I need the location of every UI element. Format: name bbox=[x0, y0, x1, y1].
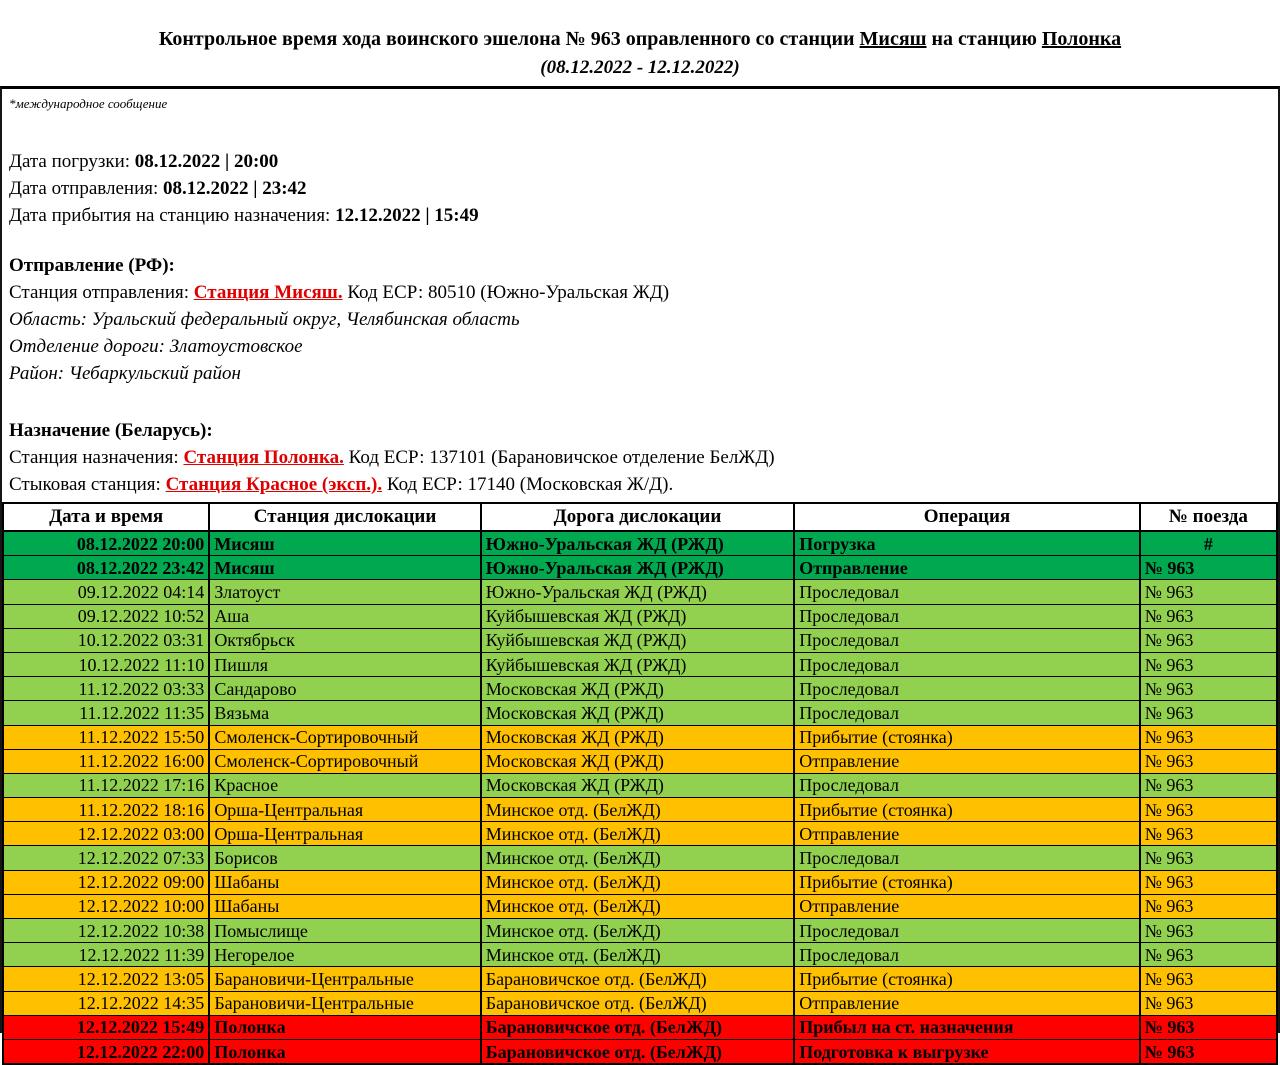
cell-station: Красное bbox=[209, 773, 480, 797]
loading-date-value: 08.12.2022 | 20:00 bbox=[134, 151, 279, 172]
header-station: Станция дислокации bbox=[209, 503, 480, 531]
departure-date-label: Дата отправления: bbox=[9, 178, 164, 199]
cell-train-number: № 963 bbox=[1140, 628, 1277, 652]
destination-section bbox=[9, 417, 1278, 498]
cell-operation: Проследовал bbox=[794, 652, 1140, 676]
table-row bbox=[3, 652, 1277, 676]
cell-datetime: 11.12.2022 16:00 bbox=[3, 749, 209, 773]
table-header-row bbox=[3, 503, 1277, 531]
content-box bbox=[0, 86, 1280, 1062]
destination-station-link[interactable]: Станция Полонка. bbox=[183, 447, 344, 468]
cell-road: Московская ЖД (РЖД) bbox=[481, 677, 794, 701]
title-text-part1: Контрольное время хода воинского эшелона № 963 оправленного со станции bbox=[158, 28, 860, 50]
cell-datetime: 12.12.2022 14:35 bbox=[3, 991, 209, 1015]
document-title bbox=[0, 28, 1280, 51]
cell-train-number: № 963 bbox=[1140, 822, 1277, 846]
cell-operation: Проследовал bbox=[794, 701, 1140, 725]
departure-section bbox=[9, 252, 1278, 387]
cell-road: Московская ЖД (РЖД) bbox=[481, 725, 794, 749]
cell-operation: Прибытие (стоянка) bbox=[794, 967, 1140, 991]
cell-road: Куйбышевская ЖД (РЖД) bbox=[481, 652, 794, 676]
cell-datetime: 12.12.2022 10:38 bbox=[3, 919, 209, 943]
cell-datetime: 09.12.2022 04:14 bbox=[3, 580, 209, 604]
cell-road: Куйбышевская ЖД (РЖД) bbox=[481, 604, 794, 628]
cell-train-number: № 963 bbox=[1140, 798, 1277, 822]
cell-operation: Прибытие (стоянка) bbox=[794, 725, 1140, 749]
table-row bbox=[3, 749, 1277, 773]
cell-station: Сандарово bbox=[209, 677, 480, 701]
departure-district-line: Район: Чебаркульский район bbox=[9, 363, 241, 384]
cell-operation: Прибытие (стоянка) bbox=[794, 870, 1140, 894]
destination-station-code: Код ЕСР: 137101 (Барановичское отделение БелЖД) bbox=[343, 447, 775, 468]
table-row bbox=[3, 991, 1277, 1015]
table-row bbox=[3, 919, 1277, 943]
cell-train-number: # bbox=[1140, 531, 1277, 556]
cell-road: Минское отд. (БелЖД) bbox=[481, 870, 794, 894]
cell-road: Барановичское отд. (БелЖД) bbox=[481, 1039, 794, 1064]
cell-road: Минское отд. (БелЖД) bbox=[481, 822, 794, 846]
cell-train-number: № 963 bbox=[1140, 919, 1277, 943]
title-station-to: Полонка bbox=[1041, 28, 1122, 50]
destination-heading: Назначение (Беларусь): bbox=[9, 420, 213, 441]
summary-dates-block bbox=[9, 148, 1278, 229]
cell-train-number: № 963 bbox=[1140, 580, 1277, 604]
cell-operation: Проследовал bbox=[794, 919, 1140, 943]
route-table-body bbox=[3, 531, 1277, 1064]
cell-datetime: 11.12.2022 11:35 bbox=[3, 701, 209, 725]
cell-station: Барановичи-Центральные bbox=[209, 967, 480, 991]
table-row bbox=[3, 798, 1277, 822]
cell-station: Полонка bbox=[209, 1039, 480, 1064]
cell-train-number: № 963 bbox=[1140, 652, 1277, 676]
table-row bbox=[3, 580, 1277, 604]
cell-road: Московская ЖД (РЖД) bbox=[481, 701, 794, 725]
cell-train-number: № 963 bbox=[1140, 991, 1277, 1015]
international-note: *международное сообщение bbox=[9, 96, 168, 111]
title-station-from: Мисяш bbox=[859, 28, 927, 50]
cell-operation: Проследовал bbox=[794, 943, 1140, 967]
cell-operation: Отправление bbox=[794, 822, 1140, 846]
cell-road: Барановичское отд. (БелЖД) bbox=[481, 1015, 794, 1039]
cell-station: Борисов bbox=[209, 846, 480, 870]
cell-station: Орша-Центральная bbox=[209, 798, 480, 822]
cell-datetime: 12.12.2022 13:05 bbox=[3, 967, 209, 991]
table-row bbox=[3, 846, 1277, 870]
cell-train-number: № 963 bbox=[1140, 773, 1277, 797]
cell-station: Октябрьск bbox=[209, 628, 480, 652]
cell-road: Барановичское отд. (БелЖД) bbox=[481, 991, 794, 1015]
cell-operation: Подготовка к выгрузке bbox=[794, 1039, 1140, 1064]
table-row bbox=[3, 967, 1277, 991]
cell-train-number: № 963 bbox=[1140, 556, 1277, 580]
cell-operation: Проследовал bbox=[794, 846, 1140, 870]
cell-operation: Погрузка bbox=[794, 531, 1140, 556]
title-text-part2: на станцию bbox=[926, 28, 1042, 50]
cell-road: Минское отд. (БелЖД) bbox=[481, 919, 794, 943]
table-row bbox=[3, 1015, 1277, 1039]
cell-road: Минское отд. (БелЖД) bbox=[481, 943, 794, 967]
cell-train-number: № 963 bbox=[1140, 701, 1277, 725]
cell-road: Куйбышевская ЖД (РЖД) bbox=[481, 628, 794, 652]
cell-road: Южно-Уральская ЖД (РЖД) bbox=[481, 580, 794, 604]
cell-station: Аша bbox=[209, 604, 480, 628]
departure-station-link[interactable]: Станция Мисяш. bbox=[193, 282, 343, 303]
cell-datetime: 11.12.2022 03:33 bbox=[3, 677, 209, 701]
cell-datetime: 09.12.2022 10:52 bbox=[3, 604, 209, 628]
cell-station: Златоуст bbox=[209, 580, 480, 604]
header-road: Дорога дислокации bbox=[481, 503, 794, 531]
table-row bbox=[3, 725, 1277, 749]
title-block bbox=[0, 0, 1280, 79]
cell-station: Вязьма bbox=[209, 701, 480, 725]
cell-datetime: 10.12.2022 03:31 bbox=[3, 628, 209, 652]
cell-station: Шабаны bbox=[209, 894, 480, 918]
departure-date-line bbox=[9, 175, 1278, 202]
cell-operation: Проследовал bbox=[794, 628, 1140, 652]
cell-train-number: № 963 bbox=[1140, 725, 1277, 749]
header-operation: Операция bbox=[794, 503, 1140, 531]
table-row bbox=[3, 894, 1277, 918]
destination-station-label: Станция назначения: bbox=[9, 447, 184, 468]
header-train-number: № поезда bbox=[1140, 503, 1277, 531]
cell-train-number: № 963 bbox=[1140, 1039, 1277, 1064]
cell-station: Помыслище bbox=[209, 919, 480, 943]
junction-station-link[interactable]: Станция Красное (эксп.). bbox=[165, 474, 383, 495]
departure-station-label: Станция отправления: bbox=[9, 282, 194, 303]
cell-operation: Отправление bbox=[794, 894, 1140, 918]
cell-train-number: № 963 bbox=[1140, 846, 1277, 870]
junction-station-line bbox=[9, 471, 1278, 498]
cell-train-number: № 963 bbox=[1140, 870, 1277, 894]
junction-station-label: Стыковая станция: bbox=[9, 474, 166, 495]
cell-station: Пишля bbox=[209, 652, 480, 676]
loading-date-line bbox=[9, 148, 1278, 175]
cell-station: Полонка bbox=[209, 1015, 480, 1039]
cell-station: Мисяш bbox=[209, 556, 480, 580]
destination-station-line bbox=[9, 444, 1278, 471]
table-row bbox=[3, 870, 1277, 894]
cell-station: Смоленск-Сортировочный bbox=[209, 725, 480, 749]
cell-train-number: № 963 bbox=[1140, 1015, 1277, 1039]
table-row bbox=[3, 822, 1277, 846]
cell-road: Южно-Уральская ЖД (РЖД) bbox=[481, 531, 794, 556]
cell-operation: Проследовал bbox=[794, 580, 1140, 604]
table-row bbox=[3, 677, 1277, 701]
cell-station: Негорелое bbox=[209, 943, 480, 967]
cell-operation: Проследовал bbox=[794, 677, 1140, 701]
cell-datetime: 12.12.2022 10:00 bbox=[3, 894, 209, 918]
cell-train-number: № 963 bbox=[1140, 967, 1277, 991]
table-row bbox=[3, 701, 1277, 725]
departure-heading: Отправление (РФ): bbox=[9, 255, 175, 276]
cell-datetime: 12.12.2022 03:00 bbox=[3, 822, 209, 846]
cell-operation: Прибытие (стоянка) bbox=[794, 798, 1140, 822]
cell-station: Смоленск-Сортировочный bbox=[209, 749, 480, 773]
cell-datetime: 10.12.2022 11:10 bbox=[3, 652, 209, 676]
cell-station: Мисяш bbox=[209, 531, 480, 556]
table-row bbox=[3, 943, 1277, 967]
arrival-date-label: Дата прибытия на станцию назначения: bbox=[9, 205, 336, 226]
cell-operation: Проследовал bbox=[794, 773, 1140, 797]
cell-operation: Отправление bbox=[794, 556, 1140, 580]
cell-road: Южно-Уральская ЖД (РЖД) bbox=[481, 556, 794, 580]
arrival-date-value: 12.12.2022 | 15:49 bbox=[335, 205, 479, 226]
cell-datetime: 12.12.2022 07:33 bbox=[3, 846, 209, 870]
cell-train-number: № 963 bbox=[1140, 894, 1277, 918]
table-row bbox=[3, 604, 1277, 628]
cell-datetime: 12.12.2022 11:39 bbox=[3, 943, 209, 967]
cell-datetime: 11.12.2022 18:16 bbox=[3, 798, 209, 822]
departure-station-code: Код ЕСР: 80510 (Южно-Уральская ЖД) bbox=[342, 282, 670, 303]
departure-station-line bbox=[9, 279, 1278, 306]
cell-datetime: 11.12.2022 17:16 bbox=[3, 773, 209, 797]
departure-date-value: 08.12.2022 | 23:42 bbox=[163, 178, 307, 199]
cell-road: Минское отд. (БелЖД) bbox=[481, 798, 794, 822]
cell-datetime: 08.12.2022 20:00 bbox=[3, 531, 209, 556]
cell-train-number: № 963 bbox=[1140, 604, 1277, 628]
departure-region-line: Область: Уральский федеральный округ, Челябинская область bbox=[9, 309, 520, 330]
table-row bbox=[3, 531, 1277, 556]
cell-road: Московская ЖД (РЖД) bbox=[481, 773, 794, 797]
junction-station-code: Код ЕСР: 17140 (Московская Ж/Д). bbox=[382, 474, 674, 495]
loading-date-label: Дата погрузки: bbox=[9, 151, 135, 172]
cell-road: Минское отд. (БелЖД) bbox=[481, 894, 794, 918]
cell-station: Барановичи-Центральные bbox=[209, 991, 480, 1015]
cell-datetime: 11.12.2022 15:50 bbox=[3, 725, 209, 749]
cell-datetime: 12.12.2022 22:00 bbox=[3, 1039, 209, 1064]
cell-station: Орша-Центральная bbox=[209, 822, 480, 846]
table-row bbox=[3, 628, 1277, 652]
cell-road: Московская ЖД (РЖД) bbox=[481, 749, 794, 773]
cell-operation: Прибыл на ст. назначения bbox=[794, 1015, 1140, 1039]
cell-operation: Проследовал bbox=[794, 604, 1140, 628]
cell-datetime: 12.12.2022 15:49 bbox=[3, 1015, 209, 1039]
cell-train-number: № 963 bbox=[1140, 677, 1277, 701]
header-datetime: Дата и время bbox=[3, 503, 209, 531]
cell-operation: Отправление bbox=[794, 749, 1140, 773]
table-row bbox=[3, 1039, 1277, 1064]
arrival-date-line bbox=[9, 202, 1278, 229]
departure-division-line: Отделение дороги: Златоустовское bbox=[9, 336, 303, 357]
table-row bbox=[3, 773, 1277, 797]
route-table bbox=[2, 502, 1278, 1065]
table-row bbox=[3, 556, 1277, 580]
cell-operation: Отправление bbox=[794, 991, 1140, 1015]
cell-datetime: 08.12.2022 23:42 bbox=[3, 556, 209, 580]
cell-train-number: № 963 bbox=[1140, 943, 1277, 967]
cell-datetime: 12.12.2022 09:00 bbox=[3, 870, 209, 894]
cell-train-number: № 963 bbox=[1140, 749, 1277, 773]
cell-road: Барановичское отд. (БелЖД) bbox=[481, 967, 794, 991]
document-date-range: (08.12.2022 - 12.12.2022) bbox=[540, 57, 740, 78]
cell-station: Шабаны bbox=[209, 870, 480, 894]
cell-road: Минское отд. (БелЖД) bbox=[481, 846, 794, 870]
